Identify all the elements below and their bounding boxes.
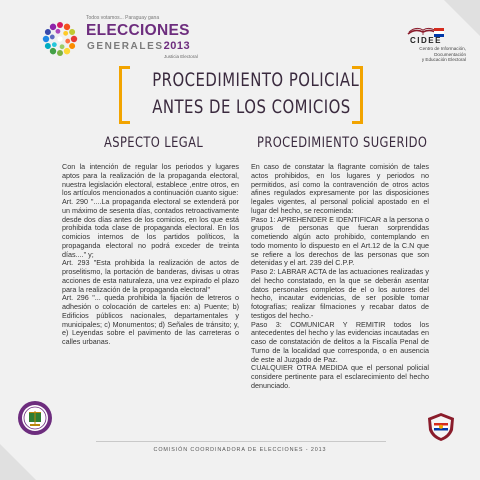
cidee-logo — [396, 24, 466, 70]
heading-procedimiento-sugerido: PROCEDIMIENTO SUGERIDO — [257, 135, 428, 151]
justicia-electoral-seal-icon — [17, 400, 53, 436]
heading-aspecto-legal: ASPECTO LEGAL — [104, 135, 204, 151]
page-title-line-2: ANTES DE LOS COMICIOS — [152, 97, 351, 118]
cidee-desc-line: Documentación — [434, 51, 466, 57]
page-title — [130, 67, 360, 121]
footer-divider — [96, 441, 386, 442]
logo-year: 2013 — [163, 40, 191, 52]
cidee-desc-line: Centro de Información, — [419, 46, 466, 51]
logo-title-generales — [87, 40, 190, 52]
page-title-line-1: PROCEDIMIENTO POLICIAL — [152, 70, 360, 91]
column-procedimiento-sugerido — [251, 163, 429, 391]
logo-generales-word: GENERALES — [87, 41, 164, 52]
policia-nacional-badge-icon — [426, 412, 456, 442]
paragraph: Paso 2: LABRAR ACTA de las actuaciones realizadas y del hecho constatado, en la que se deberán asentar datos personales completos de el o los autores del hecho, incautar evidencias, de ser posible tomar fotografías; realizar filmaciones y recabar datos de testigos del hecho.- — [251, 267, 429, 320]
paragraph: Paso 3: COMUNICAR Y REMITIR todos los antecedentes del hecho y las evidencias incautadas en caso de constatación de delitos a la Fiscalía Penal de Turno de la localidad que corresponda, o en ausencia de este al Juzgado de Paz. — [251, 319, 429, 364]
logo-subtitle: Justicia Electoral — [164, 54, 198, 59]
cidee-desc-line: y Educación Electoral — [421, 57, 466, 63]
paragraph: Art. 296 "... queda prohibida la fijación de letreros o adhesión o colocación de carteles en: a) Puente; b) Edificios públicos nacionales, departamentales y municipales; c) Monumentos; d) Señales de tránsito; y, e) Leyendas sobre el pavimento de las carreteras o calles urbanas. — [62, 293, 239, 346]
paragraph: En caso de constatar la flagrante comisión de tales actos prohibidos, en los lugares y periodos no permitidos, así como la contravención de otros actos afines regulados expresamente por las disposiciones legales vigentes, al personal policial apostado en el lugar del hecho, se recomienda: — [251, 162, 429, 215]
title-bracket-left — [119, 66, 130, 124]
paragraph: Art. 290 "....La propaganda electoral se extenderá por un máximo de sesenta días, contados retroactivamente desde dos días antes de los comicios, en los que está prohibida toda clase de propaganda electoral. En los comicios internos de los partidos políticos, la propaganda electoral no podrá exceder de treinta días...." y; — [62, 197, 239, 259]
logo-tagline: Todos votamos... Paraguay gana — [86, 15, 160, 21]
paragraph: Art. 293 "Esta prohibida la realización de actos de proselitismo, la portación de banderas, divisas u otras acciones de esta naturaleza, una vez expirado el plazo para la realización de la propaganda electoral" — [62, 258, 239, 294]
paragraph: Con la intención de regular los periodos y lugares aptos para la realización de la propaganda electoral, nuestra legislación electoral, establece ,entre otros, en los artículos mencionados a continuación cuanto sigue: — [62, 162, 239, 198]
colorful-star-burst-icon — [40, 19, 80, 59]
paragraph: CUALQUIER OTRA MEDIDA que el personal policial considere pertinente para el esclarecimiento del hecho denunciado. — [251, 363, 429, 390]
cidee-name: CIDEE — [410, 36, 442, 45]
cidee-description — [396, 46, 466, 63]
elecciones-generales-logo — [40, 13, 210, 59]
logo-title-elecciones: ELECCIONES — [86, 22, 190, 39]
paragraph: Paso 1: APREHENDER E IDENTIFICAR a la persona o grupos de personas que fueran sorprendidas cometiendo algún acto prohibido, contemplando en todo momento lo dispuesto en el Art.12 de la C.N que se refiere a los derechos de las personas que son detenidas y el art. 239 del C.P.P. — [251, 214, 429, 268]
footer-text: COMISIÓN COORDINADORA DE ELECCIONES - 2013 — [153, 447, 327, 453]
column-aspecto-legal — [62, 163, 239, 347]
